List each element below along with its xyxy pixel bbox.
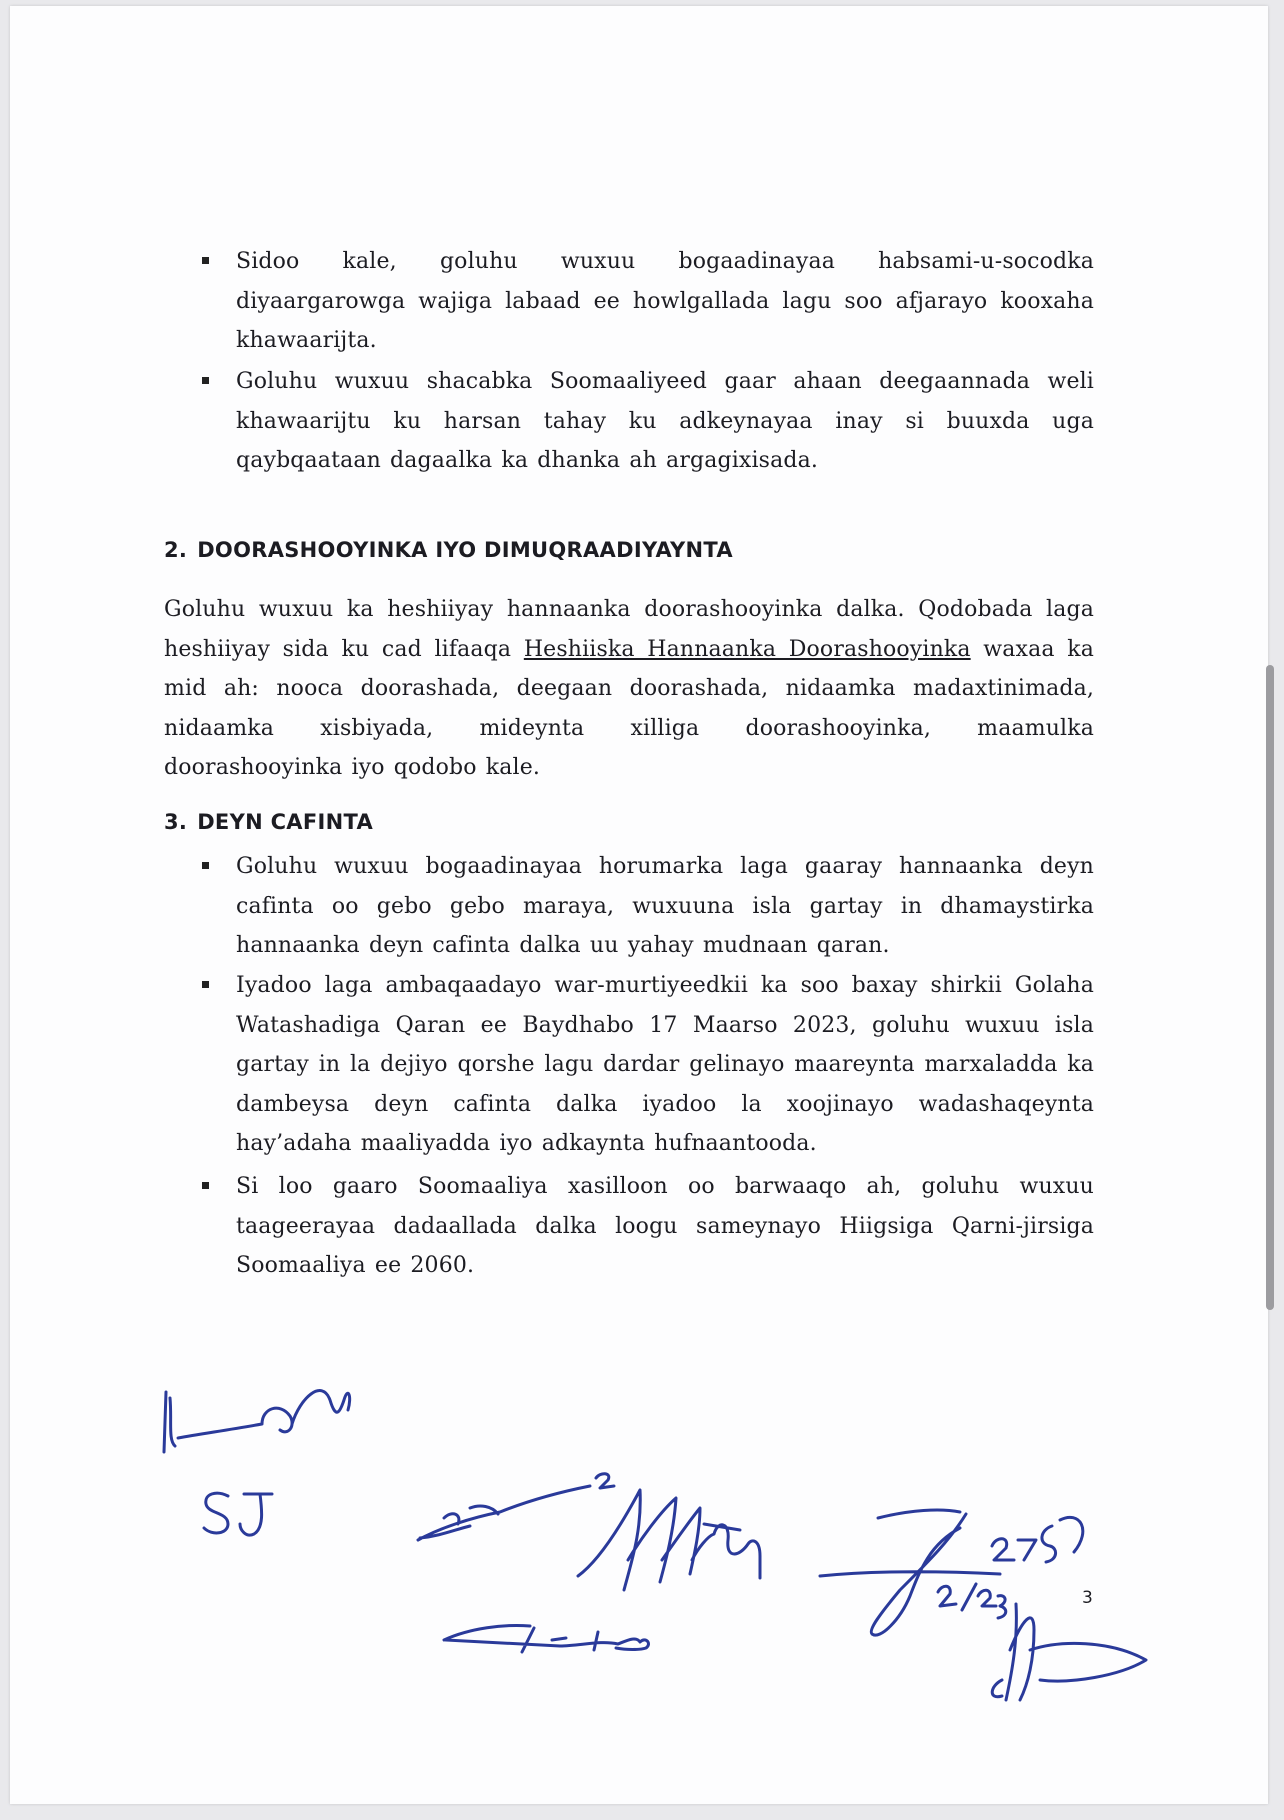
page-number: 3 — [1082, 1588, 1093, 1608]
bullet-paragraph-1: Sidoo kale, goluhu wuxuu bogaadinayaa habsami-u-socodka diyaargarowga wajiga labaad ee howlgallada lagu soo afjarayo kooxaha khawaarijta. — [236, 249, 1094, 353]
signature-4 — [578, 1490, 760, 1590]
agreement-link-text: Heshiiska Hannaanka Doorashooyinka — [523, 636, 971, 662]
section-2-number: 2. — [164, 538, 188, 562]
section-3-title: DEYN CAFINTA — [197, 810, 374, 834]
section-2-text-before: Goluhu wuxuu ka heshiiyay hannaanka doorashooyinka dalka. Qodobada laga heshiiyay sida ku cad lifaaqa — [164, 597, 1094, 662]
signature-3 — [418, 1474, 614, 1540]
section-3-number: 3. — [164, 810, 188, 834]
section-2-title: DOORASHOOYINKA IYO DIMUQRAADIYAYNTA — [197, 538, 733, 562]
signature-1 — [164, 1391, 350, 1452]
bullet-paragraph-2: Goluhu wuxuu shacabka Soomaaliyeed gaar ahaan deegaannada weli khawaarijtu ku harsan tahay ku adkeynayaa inay si buuxda uga qaybqaataan dagaalka ka dhanka ah argagixisada. — [236, 369, 1094, 473]
signature-5 — [444, 1626, 648, 1652]
initials-sj — [204, 1493, 272, 1535]
section-3-bullet-2: Iyadoo laga ambaqaadayo war-murtiyeedkii ka soo baxay shirkii Golaha Watashadiga Qaran ee Baydhabo 17 Maarso 2023, goluhu wuxuu isla gartay in la dejiyo qorshe lagu dardar gelinayo maareynta marxaladda ka dambeysa deyn cafinta dalka iyadoo la xoojinayo wadashaqeynta hay’adaha maaliyadda iyo adkaynta hufnaantooda. — [236, 973, 1094, 1156]
signature-6 — [820, 1510, 1083, 1635]
section-3-bullet-1: Goluhu wuxuu bogaadinayaa horumarka laga gaaray hannaanka deyn cafinta oo gebo gebo maraya, wuxuuna isla gartay in dhamaystirka hannaanka deyn cafinta dalka uu yahay mudnaan qaran. — [236, 854, 1094, 958]
section-3-bullet-3: Si loo gaaro Soomaaliya xasilloon oo barwaaqo ah, goluhu wuxuu taageerayaa dadaallada dalka loogu sameynayo Hiigsiga Qarni-jirsiga Soomaaliya ee 2060. — [236, 1174, 1094, 1278]
section-2-text-after: waxaa ka mid ah: nooca doorashada, deegaan doorashada, nidaamka madaxtinimada, nidaamka xisbiyada, mideynta xilliga doorashooyinka, maamulka doorashooyinka iyo qodobo kale. — [164, 636, 1094, 780]
signature-7 — [992, 1604, 1146, 1700]
